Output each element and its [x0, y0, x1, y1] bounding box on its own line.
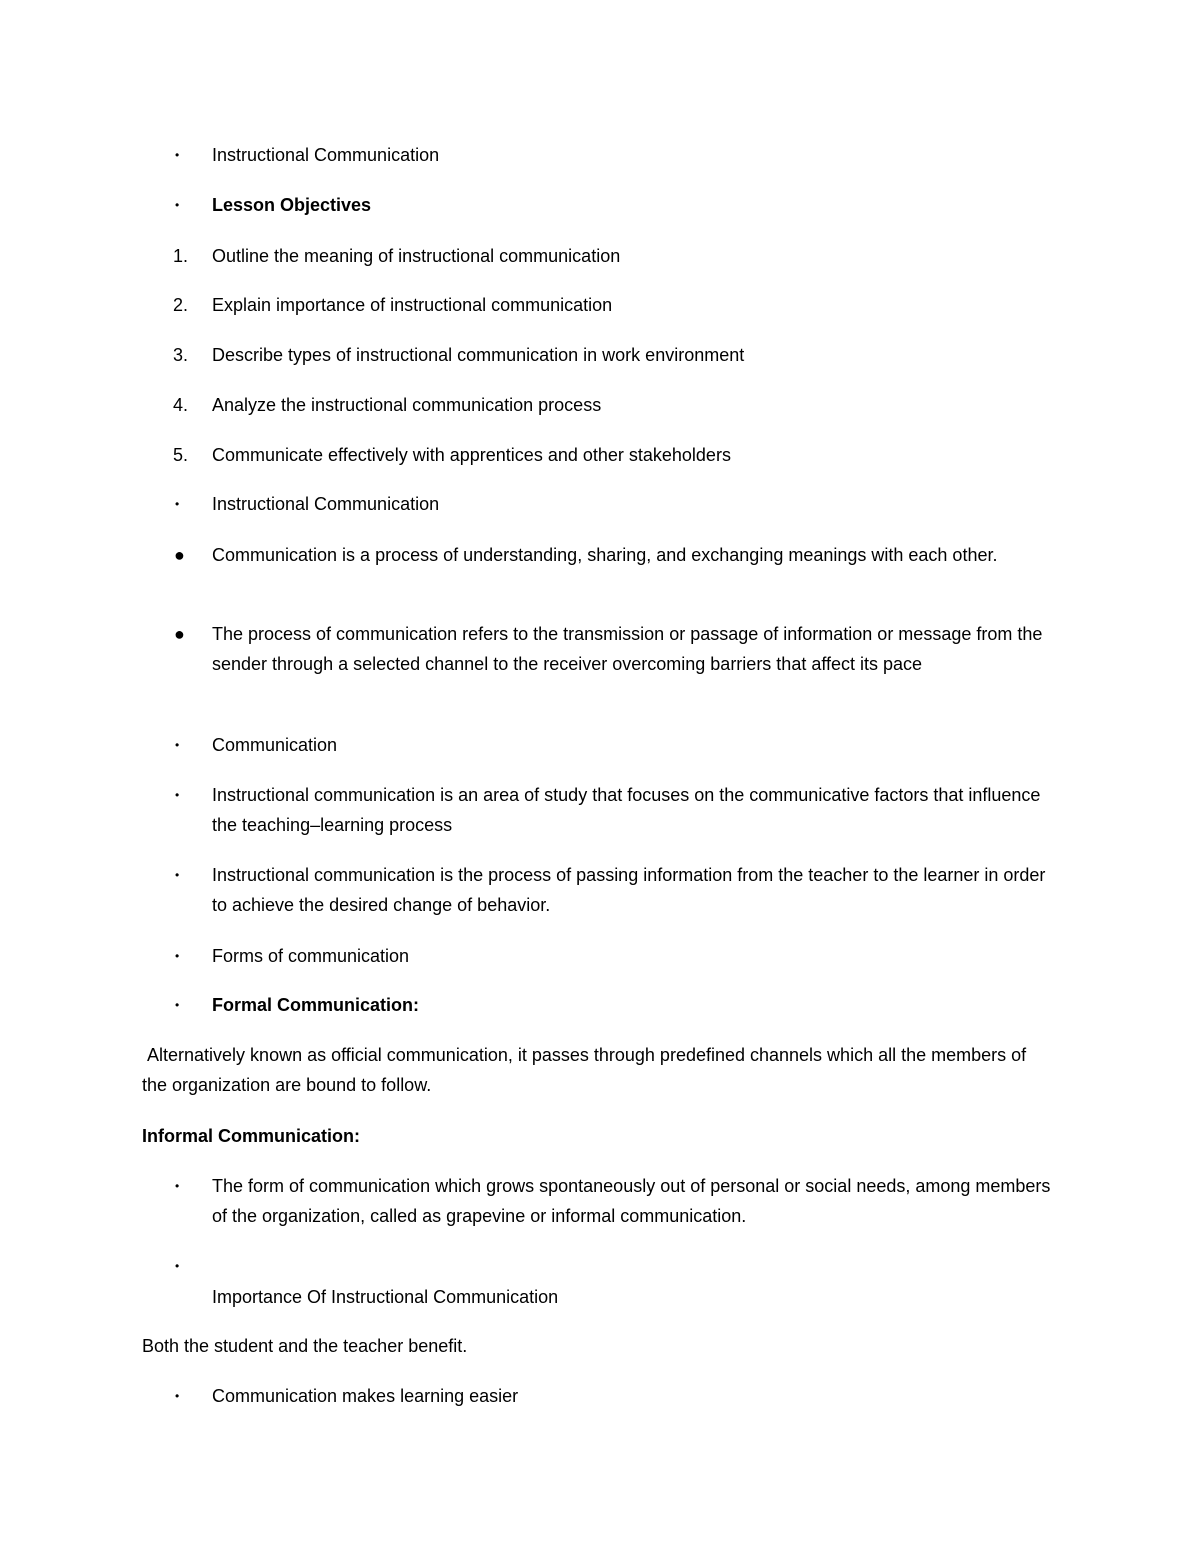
formal-communication-text: Alternatively known as official communication, it passes through predefined channels which all the members of the organization are bound to follow.	[142, 1045, 1032, 1095]
bullet-icon: •	[175, 868, 180, 882]
forms-of-communication: Forms of communication	[212, 946, 410, 966]
bullet-icon: •	[175, 949, 180, 963]
bullet-icon: ●	[174, 545, 185, 565]
objective-text: Describe types of instructional communication in work environment	[212, 345, 745, 365]
objective-text: Outline the meaning of instructional communication	[212, 246, 621, 266]
bullet-icon: •	[175, 998, 180, 1012]
bullet-icon: •	[175, 1179, 180, 1193]
heading-instructional-communication-2: Instructional Communication	[212, 494, 440, 514]
formal-communication-heading: Formal Communication:	[212, 995, 420, 1015]
objective-text: Analyze the instructional communication process	[212, 395, 602, 415]
objective-number: 5.	[173, 445, 189, 465]
objective-number: 3.	[173, 345, 189, 365]
communication-heading: Communication	[212, 735, 338, 755]
bullet-icon: ●	[174, 624, 185, 644]
bullet-icon: •	[175, 148, 180, 162]
objective-text: Communicate effectively with apprentices and other stakeholders	[212, 445, 731, 465]
bullet-icon: •	[175, 1389, 180, 1403]
instructional-process-definition: Instructional communication is the process of passing information from the teacher to the learner in order to achieve the desired change of behavior.	[212, 865, 1046, 915]
bullet-icon: •	[175, 1259, 180, 1273]
communication-definition: Communication is a process of understanding, sharing, and exchanging meanings with each other.	[212, 545, 998, 565]
lesson-objectives-heading: Lesson Objectives	[212, 195, 372, 215]
bullet-icon: •	[175, 497, 180, 511]
objective-number: 4.	[173, 395, 189, 415]
bullet-icon: •	[175, 198, 180, 212]
objective-number: 1.	[173, 246, 189, 266]
both-benefit-text: Both the student and the teacher benefit.	[142, 1336, 468, 1356]
objective-number: 2.	[173, 295, 189, 315]
importance-heading: Importance Of Instructional Communication	[212, 1287, 559, 1307]
objective-text: Explain importance of instructional communication	[212, 295, 613, 315]
instructional-definition: Instructional communication is an area of study that focuses on the communicative factors that influence the teaching–learning process	[212, 785, 1041, 835]
bullet-icon: •	[175, 788, 180, 802]
heading-instructional-communication: Instructional Communication	[212, 145, 440, 165]
informal-communication-text: The form of communication which grows spontaneously out of personal or social needs, among members of the organization, called as grapevine or informal communication.	[212, 1176, 1051, 1226]
communication-process-definition: The process of communication refers to the transmission or passage of information or message from the sender through a selected channel to the receiver overcoming barriers that affect its pace	[212, 624, 1043, 674]
makes-learning-easier: Communication makes learning easier	[212, 1386, 519, 1406]
bullet-icon: •	[175, 738, 180, 752]
informal-communication-heading: Informal Communication:	[142, 1126, 361, 1146]
